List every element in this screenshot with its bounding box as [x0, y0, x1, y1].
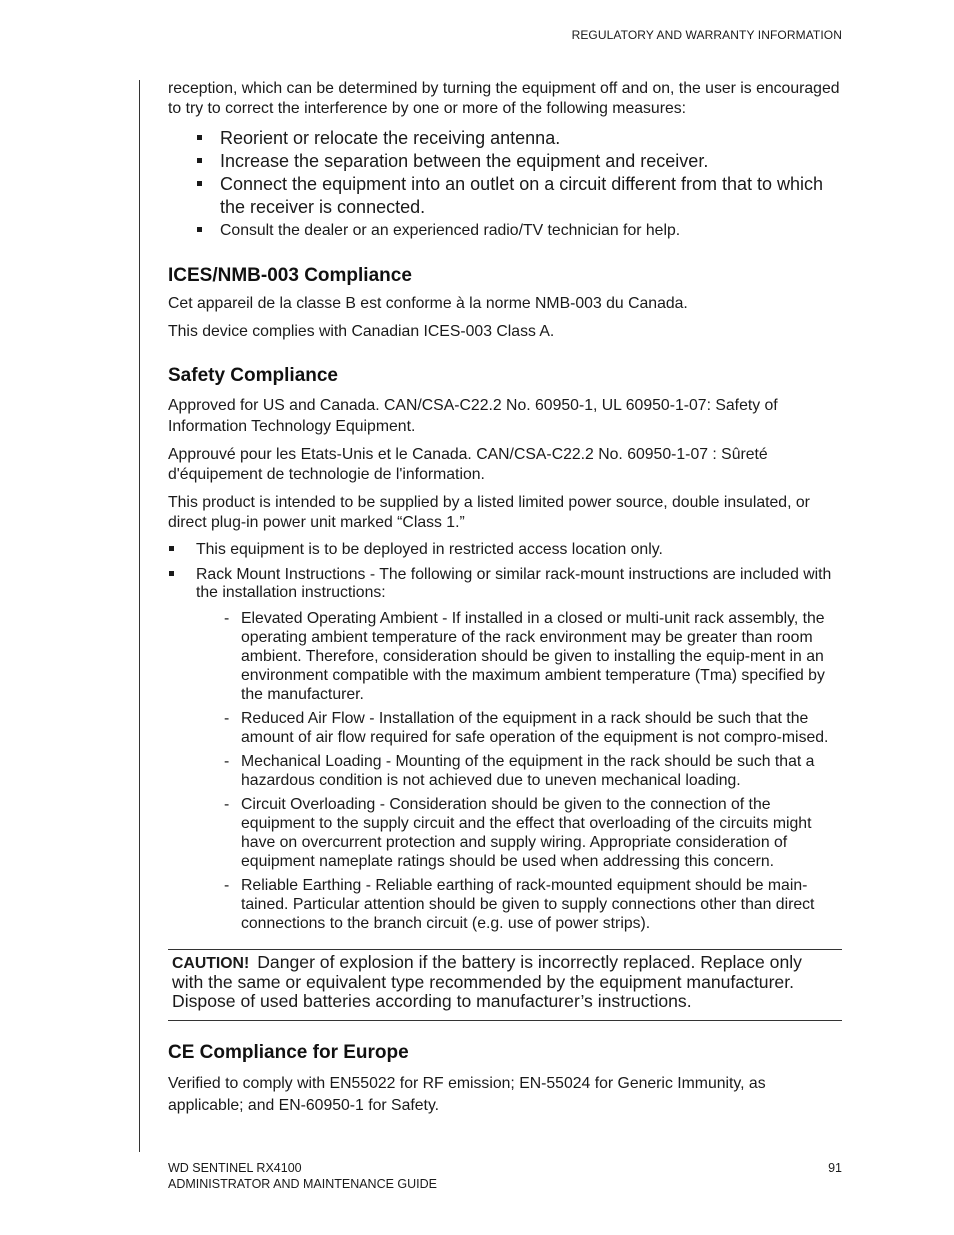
- list-item: Consult the dealer or an experienced radio/TV technician for help.: [168, 220, 842, 242]
- running-header: REGULATORY AND WARRANTY INFORMATION: [571, 28, 842, 42]
- list-item: - Reliable Earthing - Reliable earthing of rack-mounted equipment should be main-tained. Particular attention should be given to supply connections other than direct connections to the branch circuit (e.g. use of power strips).: [224, 876, 842, 933]
- ce-paragraph: Verified to comply with EN55022 for RF emission; EN-55024 for Generic Immunity, as applicable; and EN-60950-1 for Safety.: [168, 1075, 766, 1114]
- safety-heading: Safety Compliance: [168, 365, 338, 386]
- ce-heading: CE Compliance for Europe: [168, 1042, 409, 1063]
- list-item: Connect the equipment into an outlet on a circuit different from that to which the receiver is connected.: [168, 173, 842, 219]
- list-item: Increase the separation between the equipment and receiver.: [168, 150, 842, 173]
- list-item: - Elevated Operating Ambient - If installed in a closed or multi-unit rack assembly, the operating ambient temperature of the rack environment may be greater than room ambient. Therefore, consideration should be given to installing the equip-ment in an environment compatible with the maximum ambient temperature (Tma) specified by the manufacturer.: [224, 609, 842, 704]
- interference-measures-list: [168, 127, 842, 242]
- intro-paragraph: reception, which can be determined by turning the equipment off and on, the user is encouraged to try to correct the interference by one or more of the following measures:: [168, 80, 840, 117]
- page-content: [168, 79, 842, 1117]
- caution-box: [168, 949, 842, 1021]
- caution-text: Danger of explosion if the battery is incorrectly replaced. Replace only with the same or equivalent type recommended by the equipment manufacturer. Dispose of used batteries according to manufacturer’s instructions.: [172, 952, 802, 1011]
- list-item: This equipment is to be deployed in restricted access location only.: [168, 541, 842, 559]
- page-number: 91: [828, 1161, 842, 1175]
- ices-paragraph-fr: Cet appareil de la classe B est conforme à la norme NMB-003 du Canada.: [168, 295, 688, 312]
- rack-mount-instructions-list: [224, 609, 842, 933]
- ices-paragraph-en: This device complies with Canadian ICES-003 Class A.: [168, 323, 555, 340]
- list-item: Reorient or relocate the receiving antenna.: [168, 127, 842, 150]
- list-item: - Reduced Air Flow - Installation of the equipment in a rack should be such that the amount of air flow required for safe operation of the equipment is not compro-mised.: [224, 709, 842, 747]
- list-item: - Circuit Overloading - Consideration should be given to the connection of the equipment to the supply circuit and the effect that overloading of the circuits might have on overcurrent protection and supply wiring. Appropriate consideration of equipment nameplate ratings should be used when addressing this concern.: [224, 795, 842, 871]
- footer-guide-title: ADMINISTRATOR AND MAINTENANCE GUIDE: [168, 1177, 438, 1191]
- list-item: - Mechanical Loading - Mounting of the equipment in the rack should be such that a hazardous condition is not achieved due to uneven mechanical loading.: [224, 752, 842, 790]
- safety-paragraph-power: This product is intended to be supplied by a listed limited power source, double insulated, or direct plug-in power unit marked “Class 1.”: [168, 494, 810, 531]
- safety-paragraph-approval-fr: Approuvé pour les Etats-Unis et le Canada. CAN/CSA-C22.2 No. 60950-1-07 : Sûreté d'équipement de technologie de l'information.: [168, 446, 768, 483]
- change-bar: [139, 80, 140, 1152]
- safety-paragraph-approval: Approved for US and Canada. CAN/CSA-C22.2 No. 60950-1, UL 60950-1-07: Safety of Information Technology Equipment.: [168, 397, 778, 435]
- caution-label: CAUTION!: [172, 955, 250, 972]
- ices-heading: ICES/NMB-003 Compliance: [168, 265, 412, 286]
- list-item: Rack Mount Instructions - The following or similar rack-mount instructions are included with the installation instructions:: [168, 566, 842, 602]
- safety-bullets: [168, 541, 842, 602]
- page-footer: [168, 1160, 842, 1192]
- footer-product-name: WD SENTINEL RX4100: [168, 1161, 302, 1175]
